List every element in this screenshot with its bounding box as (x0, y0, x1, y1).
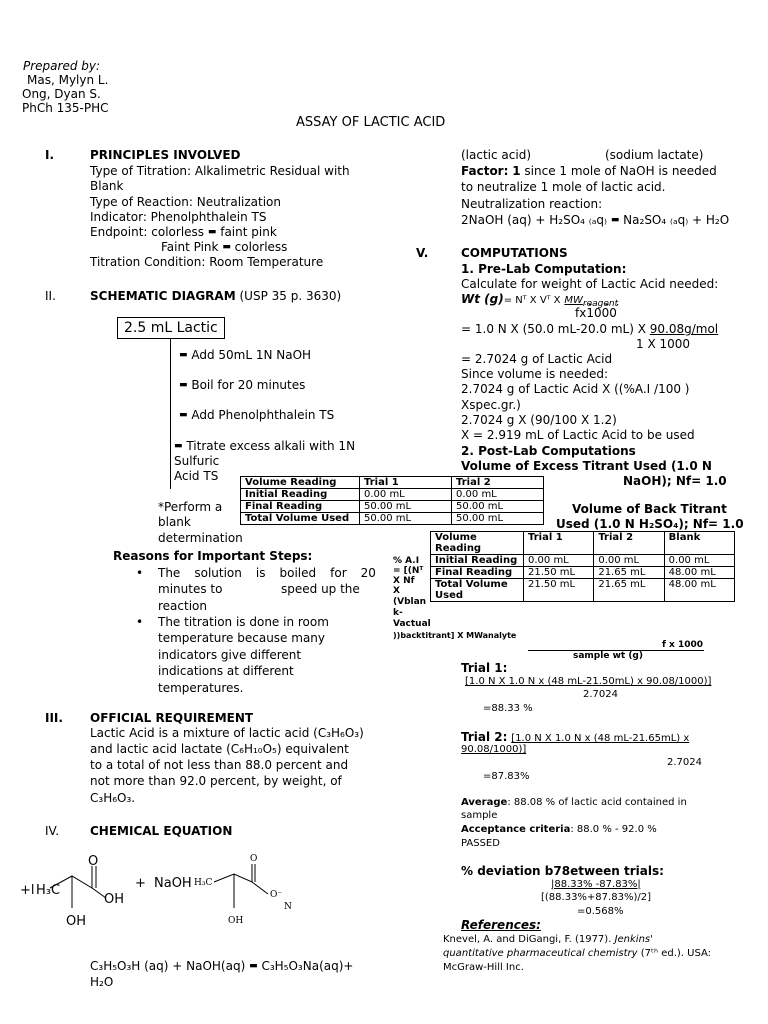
reason-line: indicators give different (158, 648, 302, 662)
reason-line: speed up the (281, 582, 360, 596)
table-header-row (241, 477, 544, 489)
section-1-title: PRINCIPLES INVOLVED (90, 148, 241, 162)
table-cell: Final Reading (241, 501, 360, 513)
formula-part: ))backtitrant] X MWanalyte (393, 631, 517, 640)
acceptance-line: Acceptance criteria: 88.0 % - 92.0 % (461, 824, 657, 835)
equation-line: H₂O (90, 975, 114, 989)
table-header: Trial 1 (524, 532, 594, 555)
table-header: Trial 2 (594, 532, 664, 555)
endpoint-line-2: Faint Pink ▬ colorless (161, 240, 288, 254)
prelab-title: 1. Pre-Lab Computation: (461, 262, 627, 276)
trial-1-denominator: 2.7024 (583, 689, 618, 700)
schematic-step: ▬ Add Phenolphthalein TS (179, 408, 335, 422)
table-cell: 48.00 mL (664, 567, 734, 579)
table-header: Volume Reading (241, 477, 360, 489)
blank-note: determination (158, 531, 243, 545)
postlab-title: 2. Post-Lab Computations (461, 444, 636, 458)
arrow-icon: ▬ (249, 961, 258, 971)
table-cell: 50.00 mL (452, 501, 544, 513)
excess-titrant-title: Volume of Excess Titrant Used (1.0 N (461, 459, 712, 473)
table-cell: Initial Reading (431, 555, 524, 567)
principle-line: Indicator: Phenolphthalein TS (90, 210, 267, 224)
back-titrant-title: Volume of Back Titrant (572, 502, 727, 516)
reason-line: The titration is done in room (158, 615, 329, 629)
table-header-row (431, 532, 735, 555)
section-5-title: COMPUTATIONS (461, 246, 568, 260)
table-header: Volume Reading (431, 532, 524, 555)
section-5-number: V. (416, 246, 429, 260)
table-cell: 0.00 mL (524, 555, 594, 567)
table-cell: 48.00 mL (664, 579, 734, 602)
formula-part: % A.I (393, 556, 420, 566)
reason-line: minutes to (158, 582, 223, 596)
struct-label: OH (104, 892, 125, 907)
requirement-line: C₃H₆O₃. (90, 791, 136, 805)
formula-part: k- (393, 608, 403, 618)
prelab-line: = 1.0 N X (50.0 mL-20.0 mL) X 90.08g/mol (461, 322, 719, 336)
principle-line: Blank (90, 179, 124, 193)
blank-note: blank (158, 515, 191, 529)
struct-label: H₃C (36, 883, 61, 898)
deviation-title: % deviation b78etween trials: (461, 864, 664, 878)
sodium-lactate-structure (190, 856, 300, 936)
struct-label: H₃C (194, 878, 213, 888)
blank-note: *Perform a (158, 500, 223, 514)
prelab-line: fx1000 (575, 306, 617, 320)
naoh-label: NaOH (154, 876, 192, 891)
trial-2-result: =87.83% (483, 771, 530, 782)
reason-line: The solution is boiled for 20 (158, 566, 376, 580)
table-header: Trial 1 (360, 477, 452, 489)
endpoint-line: Endpoint: colorless ▬ faint pink (90, 225, 277, 239)
table-cell: 0.00 mL (664, 555, 734, 567)
requirement-line: Lactic Acid is a mixture of lactic acid (C₃H₆O₃) (90, 726, 364, 740)
table-header: Blank (664, 532, 734, 555)
plus-sign: + (135, 876, 146, 891)
prelab-line: X = 2.919 mL of Lactic Acid to be used (461, 428, 695, 442)
formula-part: (Vblan (393, 597, 427, 607)
reason-line: indications at different (158, 664, 294, 678)
prelab-line: 2.7024 g of Lactic Acid X ((%A.I /100 ) (461, 382, 690, 396)
trial-1-result: =88.33 % (483, 703, 533, 714)
arrow-icon: ▬ (179, 350, 188, 360)
reason-line: temperature because many (158, 631, 325, 645)
reference-line: McGraw-Hill Inc. (443, 962, 524, 973)
struct-label: +l (20, 883, 35, 898)
excess-titrant-table (240, 476, 544, 525)
right-line: to neutralize 1 mole of lactic acid. (461, 180, 666, 194)
arrow-icon: ▬ (222, 242, 231, 252)
reaction-line: 2NaOH (aq) + H₂SO₄ ₍ₐq₎ ▬ Na₂SO₄ ₍ₐq₎ + H₂O (461, 213, 730, 227)
formula-part: X (393, 586, 400, 596)
prelab-line: 1 X 1000 (636, 337, 691, 351)
formula-part: Vactual (393, 619, 431, 629)
reason-line: temperatures. (158, 681, 244, 695)
schematic-step-cont: Sulfuric (174, 454, 220, 468)
table-cell: 0.00 mL (360, 489, 452, 501)
reference-line: Knevel, A. and DiGangi, F. (1977). Jenkins' (443, 934, 653, 945)
trial-2-denominator: 2.7024 (667, 757, 702, 768)
section-3-number: III. (45, 711, 63, 725)
table-cell: 21.50 mL (524, 567, 594, 579)
schematic-step: ▬ Titrate excess alkali with 1N (174, 439, 356, 453)
lactic-acid-structure (20, 854, 128, 932)
reason-line: reaction (158, 599, 207, 613)
table-cell: 21.65 mL (594, 567, 664, 579)
struct-label: N (284, 902, 292, 912)
factor-line: Factor: 1 since 1 mole of NaOH is needed (461, 164, 717, 178)
struct-label: O⁻ (270, 890, 283, 900)
table-cell: Final Reading (431, 567, 524, 579)
table-row (241, 513, 544, 525)
arrow-icon: ▬ (179, 410, 188, 420)
section-1-number: I. (45, 148, 55, 162)
table-cell: 50.00 mL (360, 513, 452, 525)
struct-label: OH (66, 914, 87, 929)
acceptance-result: PASSED (461, 838, 500, 849)
prelab-line: Since volume is needed: (461, 367, 609, 381)
author-name-1: Mas, Mylyn L. (27, 73, 109, 87)
sodium-lactate-label: (sodium lactate) (605, 148, 704, 162)
section-4-title: CHEMICAL EQUATION (90, 824, 233, 838)
author-name-2: Ong, Dyan S. (22, 87, 101, 101)
section-2-title: SCHEMATIC DIAGRAM (USP 35 p. 3630) (90, 289, 342, 303)
schematic-step: ▬ Add 50mL 1N NaOH (179, 348, 312, 362)
table-cell: Total Volume Used (241, 513, 360, 525)
arrow-icon: ▬ (179, 380, 188, 390)
table-row (431, 555, 735, 567)
reasons-title: Reasons for Important Steps: (113, 549, 313, 563)
prelab-line: = 2.7024 g of Lactic Acid (461, 352, 613, 366)
lactic-acid-label: (lactic acid) (461, 148, 532, 162)
equation-line: C₃H₅O₃H (aq) + NaOH(aq) ▬ C₃H₅O₃Na(aq)+ (90, 959, 354, 973)
average-line-2: sample (461, 810, 498, 821)
table-row (431, 579, 735, 602)
trial-1-label: Trial 1: (461, 661, 508, 675)
average-line: Average: 88.08 % of lactic acid contained in (461, 797, 687, 808)
table-cell: Total Volume Used (431, 579, 524, 602)
requirement-line: not more than 92.0 percent, by weight, of (90, 774, 342, 788)
prelab-line: Calculate for weight of Lactic Acid needed: (461, 277, 719, 291)
excess-titrant-title: NaOH); Nf= 1.0 (623, 474, 727, 488)
section-2-number: II. (45, 289, 56, 303)
requirement-line: to a total of not less than 88.0 percent and (90, 758, 349, 772)
bullet-icon: • (136, 566, 144, 580)
schematic-step: ▬ Boil for 20 minutes (179, 378, 306, 392)
table-header: Trial 2 (452, 477, 544, 489)
arrow-icon: ▬ (174, 441, 183, 451)
prelab-line: Xspec.gr.) (461, 398, 521, 412)
principle-line: Type of Reaction: Neutralization (90, 195, 281, 209)
struct-label: OH (228, 916, 244, 926)
trial-2-numerator-cont: 90.08/1000)] (461, 744, 527, 755)
table-cell: 50.00 mL (360, 501, 452, 513)
formula-denominator: sample wt (g) (573, 651, 643, 661)
section-3-title: OFFICIAL REQUIREMENT (90, 711, 254, 725)
table-row (431, 567, 735, 579)
deviation-numerator: |88.33% -87.83%| (551, 879, 641, 890)
table-row (241, 501, 544, 513)
table-cell: 0.00 mL (452, 489, 544, 501)
schematic-step-cont: Acid TS (174, 469, 219, 483)
formula-part: = [(Nᵀ (393, 566, 424, 576)
table-cell: Initial Reading (241, 489, 360, 501)
formula-denominator-right: f x 1000 (662, 640, 704, 650)
table-cell: 50.00 mL (452, 513, 544, 525)
deviation-result: =0.568% (577, 906, 624, 917)
arrow-icon: ▬ (610, 215, 620, 225)
table-cell: 21.50 mL (524, 579, 594, 602)
trial-2-numerator: Trial 2: [1.0 N X 1.0 N x (48 mL-21.65mL) x (461, 730, 690, 744)
back-titrant-table (430, 531, 735, 602)
reference-line: quantitative pharmaceutical chemistry (7ᵗʰ ed.). USA: (443, 948, 712, 959)
prepared-by-label: Prepared by: (23, 59, 101, 73)
section-4-number: IV. (45, 824, 60, 838)
back-titrant-title: Used (1.0 N H₂SO₄); Nf= 1.0 (556, 517, 744, 531)
course-code: PhCh 135-PHC (22, 101, 109, 115)
trial-1-numerator: [1.0 N X 1.0 N x (48 mL-21.50mL) x 90.08/1000)] (465, 676, 712, 687)
prelab-line: 2.7024 g X (90/100 X 1.2) (461, 413, 617, 427)
table-row (241, 489, 544, 501)
flow-line (170, 339, 171, 489)
struct-label: O (250, 854, 258, 864)
page-title: ASSAY OF LACTIC ACID (296, 115, 446, 130)
wt-formula: Wt (g)= Nᵀ X Vᵀ X $MW_{reagent}$ (461, 292, 619, 309)
formula-part: X Nf (393, 576, 415, 586)
struct-label: O (88, 854, 99, 869)
arrow-icon: ▬ (207, 227, 217, 237)
principle-line: Titration Condition: Room Temperature (90, 255, 324, 269)
lactic-sample-box: 2.5 mL Lactic (117, 317, 225, 339)
requirement-line: and lactic acid lactate (C₆H₁₀O₅) equivalent (90, 742, 349, 756)
deviation-denominator: [(88.33%+87.83%)/2] (541, 892, 651, 903)
principle-line: Type of Titration: Alkalimetric Residual with (90, 164, 350, 178)
table-cell: 0.00 mL (594, 555, 664, 567)
right-line: Neutralization reaction: (461, 197, 603, 211)
table-cell: 21.65 mL (594, 579, 664, 602)
references-title: References: (461, 918, 541, 932)
bullet-icon: • (136, 615, 144, 629)
